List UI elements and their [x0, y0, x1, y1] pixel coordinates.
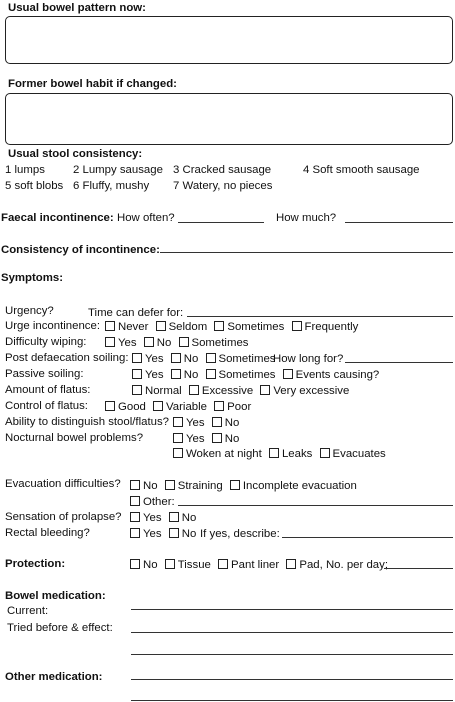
checkbox-icon[interactable]: [165, 480, 175, 490]
passive-no-option[interactable]: No: [169, 369, 199, 382]
checkbox-icon[interactable]: [130, 528, 140, 538]
post-soiling-options: [130, 353, 277, 366]
checkbox-icon[interactable]: [169, 512, 179, 522]
pad-count-line[interactable]: [384, 568, 453, 569]
urge-incontinence-label: Urge incontinence:: [5, 320, 100, 332]
usual-bowel-pattern-label: Usual bowel pattern now:: [8, 2, 146, 14]
checkbox-icon[interactable]: [165, 559, 175, 569]
checkbox-icon[interactable]: [132, 353, 142, 363]
nocturnal-label: Nocturnal bowel problems?: [5, 432, 144, 444]
leaks-option[interactable]: Leaks: [267, 448, 312, 461]
control-variable-option[interactable]: Variable: [151, 401, 207, 414]
prolapse-label: Sensation of prolapse?: [5, 511, 122, 523]
evacuation-options: [128, 480, 359, 493]
checkbox-icon[interactable]: [260, 385, 270, 395]
ability-yes-option[interactable]: Yes: [171, 417, 205, 430]
how-often-line[interactable]: [178, 222, 264, 223]
prolapse-no-option[interactable]: No: [167, 512, 197, 525]
ability-no-option[interactable]: No: [210, 417, 240, 430]
urge-seldom-option[interactable]: Seldom: [154, 321, 208, 334]
nocturnal-yes-option[interactable]: Yes: [171, 433, 205, 446]
consistency-incontinence-label: Consistency of incontinence:: [1, 244, 160, 256]
checkbox-icon[interactable]: [206, 353, 216, 363]
protection-tissue-option[interactable]: Tissue: [163, 559, 211, 572]
difficulty-wiping-label: Difficulty wiping:: [5, 336, 87, 348]
woken-option[interactable]: Woken at night: [171, 448, 262, 461]
protection-no-option[interactable]: No: [128, 559, 158, 572]
urgency-label: Urgency?: [5, 305, 54, 317]
checkbox-icon[interactable]: [130, 559, 140, 569]
checkbox-icon[interactable]: [269, 448, 279, 458]
checkbox-icon[interactable]: [206, 369, 216, 379]
evac-incomplete-option[interactable]: Incomplete evacuation: [228, 480, 357, 493]
bleeding-describe-line[interactable]: [282, 537, 453, 538]
tried-before-label: Tried before & effect:: [7, 622, 113, 634]
checkbox-icon[interactable]: [286, 559, 296, 569]
checkbox-icon[interactable]: [320, 448, 330, 458]
medication-line-2[interactable]: [131, 632, 453, 633]
consistency-incontinence-line[interactable]: [160, 252, 453, 253]
checkbox-icon[interactable]: [214, 321, 224, 331]
former-bowel-habit-field[interactable]: [5, 93, 453, 145]
passive-soiling-label: Passive soiling:: [5, 368, 84, 380]
urge-sometimes-option[interactable]: Sometimes: [212, 321, 284, 334]
how-much-label: How much?: [276, 212, 337, 224]
amount-flatus-options: [130, 385, 351, 398]
rectal-bleeding-label: Rectal bleeding?: [5, 527, 90, 539]
stool-type-1: 1 lumps: [5, 164, 45, 176]
urge-frequently-option[interactable]: Frequently: [290, 321, 359, 334]
other-medication-label: Other medication:: [5, 671, 103, 683]
stool-type-2: 2 Lumpy sausage: [73, 164, 163, 176]
usual-bowel-pattern-field[interactable]: [5, 16, 453, 64]
checkbox-icon[interactable]: [144, 337, 154, 347]
post-no-option[interactable]: No: [169, 353, 199, 366]
amount-very-excessive-option[interactable]: Very excessive: [258, 385, 349, 398]
control-flatus-label: Control of flatus:: [5, 400, 88, 412]
former-bowel-habit-label: Former bowel habit if changed:: [8, 78, 177, 90]
evacuation-label: Evacuation difficulties?: [5, 478, 121, 490]
wiping-sometimes-option[interactable]: Sometimes: [177, 337, 249, 350]
difficulty-wiping-options: [103, 337, 250, 350]
checkbox-icon[interactable]: [132, 369, 142, 379]
faecal-incontinence-label: Faecal incontinence:: [1, 212, 114, 224]
passive-events-option[interactable]: Events causing?: [281, 369, 380, 382]
checkbox-icon[interactable]: [179, 337, 189, 347]
nocturnal-options: [171, 433, 241, 446]
urge-never-option[interactable]: Never: [103, 321, 148, 334]
bleeding-options: [128, 528, 198, 541]
control-poor-option[interactable]: Poor: [212, 401, 251, 414]
checkbox-icon[interactable]: [173, 433, 183, 443]
checkbox-icon[interactable]: [130, 512, 140, 522]
symptoms-heading: Symptoms:: [1, 272, 64, 284]
stool-consistency-label: Usual stool consistency:: [8, 148, 143, 160]
checkbox-icon[interactable]: [130, 480, 140, 490]
evacuates-option[interactable]: Evacuates: [318, 448, 386, 461]
stool-type-7: 7 Watery, no pieces: [173, 180, 273, 192]
evac-other-line[interactable]: [178, 505, 453, 506]
checkbox-icon[interactable]: [173, 417, 183, 427]
protection-pad-option[interactable]: Pad, No. per day;: [284, 559, 388, 572]
bleeding-yes-option[interactable]: Yes: [128, 528, 162, 541]
checkbox-icon[interactable]: [212, 417, 222, 427]
stool-type-4: 4 Soft smooth sausage: [303, 164, 420, 176]
wiping-no-option[interactable]: No: [142, 337, 172, 350]
checkbox-icon[interactable]: [173, 448, 183, 458]
stool-type-3: 3 Cracked sausage: [173, 164, 272, 176]
checkbox-icon[interactable]: [171, 369, 181, 379]
checkbox-icon[interactable]: [105, 401, 115, 411]
checkbox-icon[interactable]: [292, 321, 302, 331]
other-medication-line-1[interactable]: [131, 679, 453, 680]
stool-type-6: 6 Fluffy, mushy: [73, 180, 150, 192]
other-medication-line-2[interactable]: [131, 700, 453, 701]
control-good-option[interactable]: Good: [103, 401, 146, 414]
nocturnal-no-option[interactable]: No: [210, 433, 240, 446]
checkbox-icon[interactable]: [132, 385, 142, 395]
checkbox-icon[interactable]: [189, 385, 199, 395]
prolapse-yes-option[interactable]: Yes: [128, 512, 162, 525]
checkbox-icon[interactable]: [283, 369, 293, 379]
checkbox-icon[interactable]: [212, 433, 222, 443]
checkbox-icon[interactable]: [214, 401, 224, 411]
checkbox-icon[interactable]: [105, 321, 115, 331]
stool-type-5: 5 soft blobs: [5, 180, 64, 192]
ability-distinguish-options: [171, 417, 241, 430]
wiping-yes-option[interactable]: Yes: [103, 337, 137, 350]
evac-straining-option[interactable]: Straining: [163, 480, 223, 493]
amount-excessive-option[interactable]: Excessive: [187, 385, 253, 398]
how-often-label: How often?: [117, 212, 175, 224]
prolapse-options: [128, 512, 198, 525]
current-medication-label: Current:: [7, 605, 49, 617]
amount-flatus-label: Amount of flatus:: [5, 384, 91, 396]
checkbox-icon[interactable]: [171, 353, 181, 363]
checkbox-icon[interactable]: [130, 496, 140, 506]
checkbox-icon[interactable]: [105, 337, 115, 347]
bleeding-no-option[interactable]: No: [167, 528, 197, 541]
protection-label: Protection:: [5, 558, 66, 570]
if-yes-label: If yes, describe:: [200, 528, 280, 540]
nocturnal-detail-options: [171, 448, 388, 461]
post-sometimes-option[interactable]: Sometimes: [204, 353, 276, 366]
protection-pant-liner-option[interactable]: Pant liner: [216, 559, 279, 572]
bowel-medication-label: Bowel medication:: [5, 590, 106, 602]
control-flatus-options: [103, 401, 253, 414]
amount-normal-option[interactable]: Normal: [130, 385, 182, 398]
passive-sometimes-option[interactable]: Sometimes: [204, 369, 276, 382]
medication-line-1[interactable]: [131, 609, 453, 610]
medication-line-3[interactable]: [131, 654, 453, 655]
how-long-line[interactable]: [345, 362, 453, 363]
evac-other-option[interactable]: Other:: [128, 496, 175, 509]
checkbox-icon[interactable]: [230, 480, 240, 490]
time-defer-label: Time can defer for:: [88, 307, 184, 319]
ability-distinguish-label: Ability to distinguish stool/flatus?: [5, 416, 169, 428]
time-defer-line[interactable]: [187, 316, 453, 317]
protection-options: [128, 559, 390, 572]
checkbox-icon[interactable]: [156, 321, 166, 331]
how-long-label: How long for?: [273, 353, 344, 365]
how-much-line[interactable]: [345, 222, 453, 223]
checkbox-icon[interactable]: [169, 528, 179, 538]
evac-no-option[interactable]: No: [128, 480, 158, 493]
checkbox-icon[interactable]: [153, 401, 163, 411]
passive-yes-option[interactable]: Yes: [130, 369, 164, 382]
urge-incontinence-options: [103, 321, 360, 334]
checkbox-icon[interactable]: [218, 559, 228, 569]
post-soiling-label: Post defaecation soiling:: [5, 352, 129, 364]
post-yes-option[interactable]: Yes: [130, 353, 164, 366]
passive-soiling-options: [130, 369, 381, 382]
